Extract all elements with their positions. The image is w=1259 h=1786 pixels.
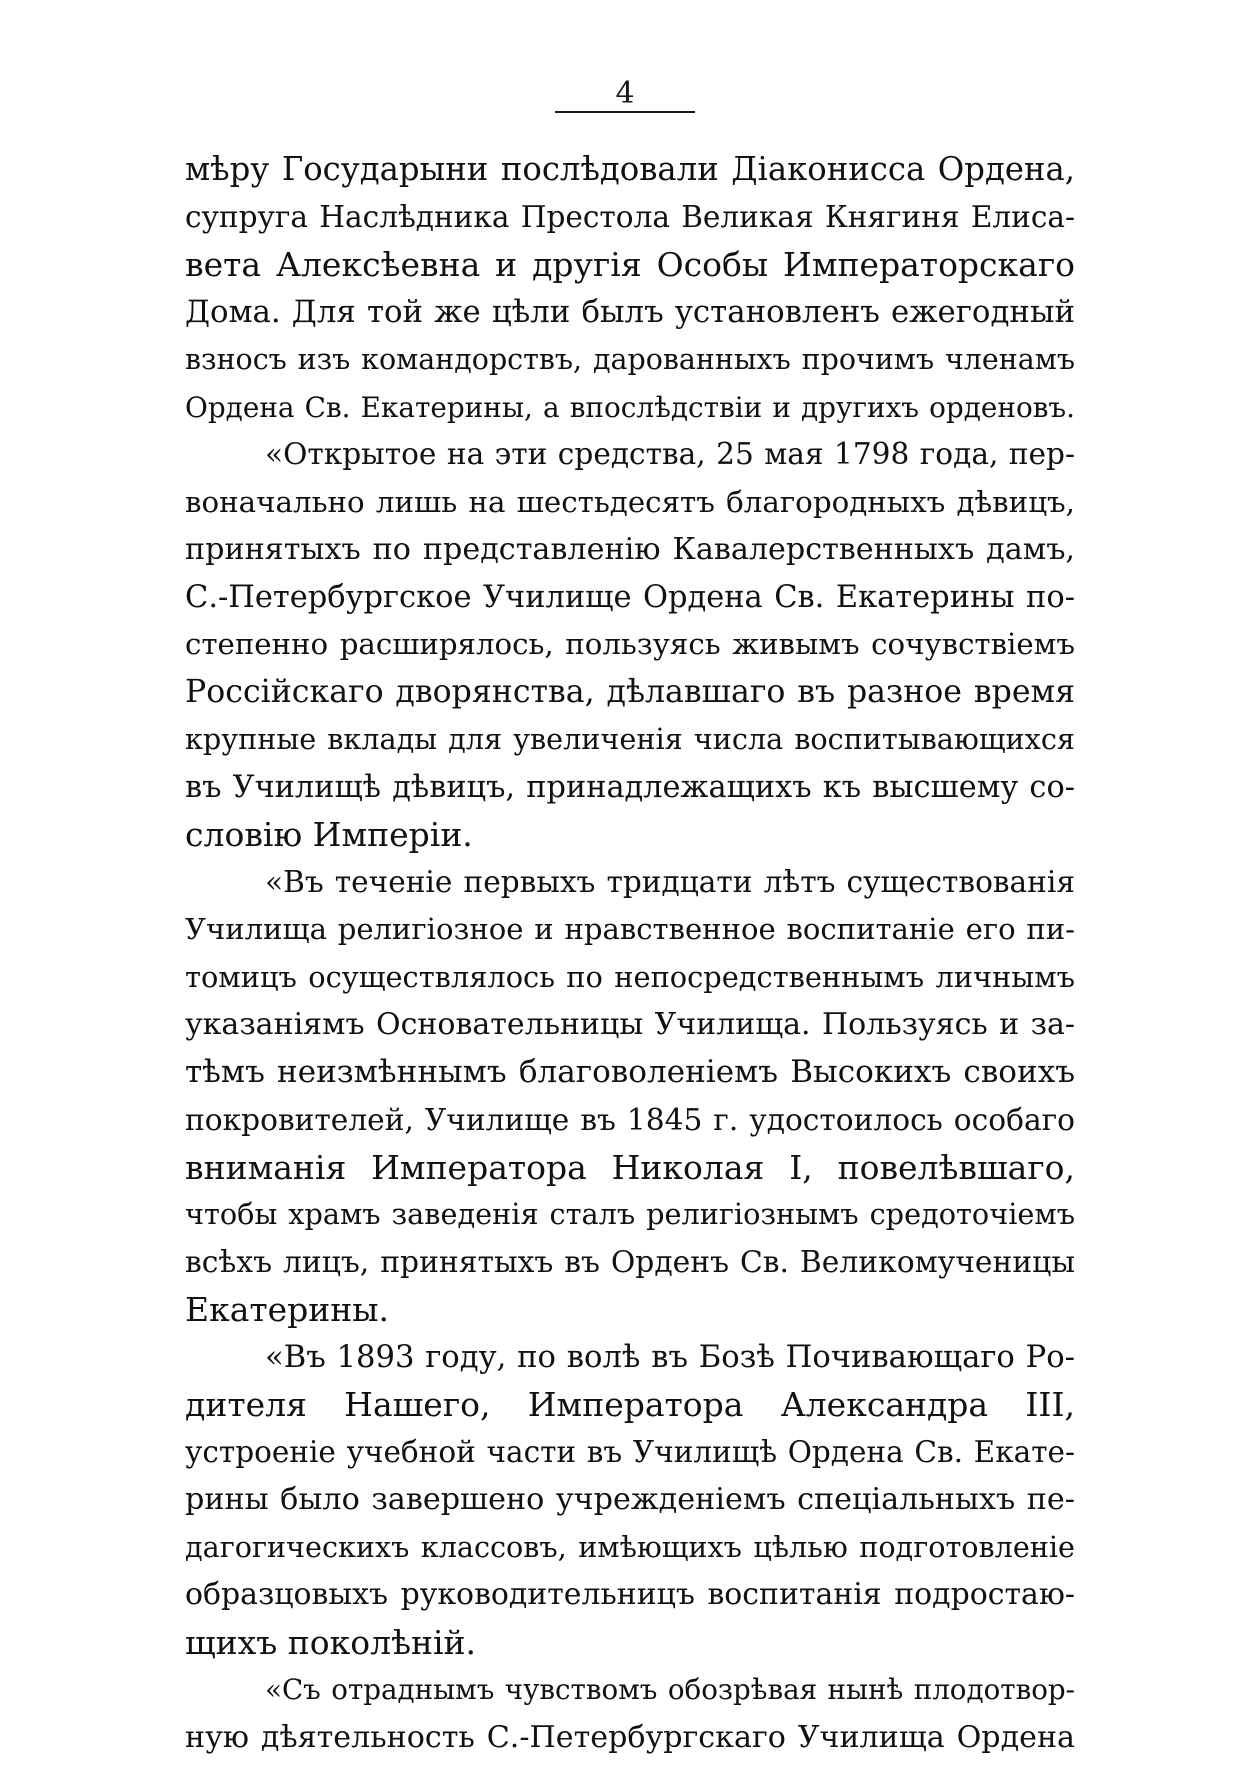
text-line: образцовыхъ руководительницъ воспитанія подростаю- bbox=[185, 1577, 1075, 1612]
page-number: 4 bbox=[615, 76, 635, 111]
text-line: дагогическихъ классовъ, имѣющихъ цѣлью подготовленіе bbox=[185, 1529, 1075, 1564]
paragraph bbox=[185, 146, 1075, 431]
text-line: «Открытое на эти средства, 25 мая 1798 года, пер- bbox=[265, 437, 1075, 471]
text-line: Екатерины. bbox=[185, 1290, 390, 1329]
text-line: покровителей, Училище въ 1845 г. удостоилось особаго bbox=[185, 1102, 1075, 1137]
text-line: чтобы храмъ заведенія сталъ религіознымъ средоточіемъ bbox=[185, 1197, 1075, 1231]
page-number-rule bbox=[555, 111, 695, 113]
text-line: всѣхъ лицъ, принятыхъ въ Орденъ Св. Великомученицы bbox=[185, 1244, 1075, 1280]
text-body bbox=[185, 146, 1075, 1761]
text-line: томицъ осуществлялось по непосредственнымъ личнымъ bbox=[185, 959, 1075, 994]
text-line: «Съ отраднымъ чувствомъ обозрѣвая нынѣ плодотвор- bbox=[265, 1673, 1075, 1706]
text-line: рины было завершено учрежденіемъ спеціальныхъ пе- bbox=[185, 1482, 1075, 1517]
text-line: мѣру Государыни послѣдовали Діакониссa Ордена, bbox=[185, 150, 1075, 188]
text-line: вета Алексѣевна и другія Особы Императорскаго bbox=[185, 245, 1075, 284]
paragraph bbox=[185, 431, 1075, 859]
text-line: дителя Нашего, Императора Александра III, bbox=[185, 1385, 1075, 1424]
paragraph bbox=[185, 859, 1075, 1334]
text-line: взносъ изъ командорствъ, дарованныхъ прочимъ членамъ bbox=[185, 343, 1075, 376]
text-line: вниманія Императора Николая I, повелѣвшаго, bbox=[185, 1147, 1075, 1187]
text-line: щихъ поколѣній. bbox=[185, 1622, 477, 1662]
text-line: Дома. Для той же цѣли былъ установленъ ежегодный bbox=[185, 293, 1075, 330]
text-line: степенно расширялось, пользуясь живымъ сочувствіемъ bbox=[185, 627, 1075, 661]
text-line: ную дѣятельность С.-Петербургскаго Училища Ордена bbox=[185, 1719, 1075, 1755]
text-line: принятыхъ по представленію Кавалерственныхъ дамъ, bbox=[185, 532, 1075, 567]
text-line: Россійскаго дворянства, дѣлавшаго въ разное время bbox=[185, 673, 1075, 710]
text-line: крупные вклады для увеличенія числа воспитывающихся bbox=[185, 722, 1075, 756]
text-line: указаніямъ Основательницы Училища. Пользуясь и за- bbox=[185, 1007, 1075, 1042]
text-line: супруга Наслѣдника Престола Великая Княгиня Елиса- bbox=[185, 199, 1075, 234]
text-line: Ордена Св. Екатерины, а впослѣдствіи и другихъ орденовъ. bbox=[185, 390, 1075, 424]
paragraph bbox=[185, 1666, 1075, 1761]
text-line: въ Училищѣ дѣвицъ, принадлежащихъ къ высшему со- bbox=[185, 769, 1075, 805]
paragraph bbox=[185, 1334, 1075, 1667]
text-line: С.-Петербургское Училище Ордена Св. Екатерины по- bbox=[185, 579, 1075, 615]
text-line: словію Имперіи. bbox=[185, 815, 473, 854]
text-line: Училища религіозное и нравственное воспитаніе его пи- bbox=[185, 912, 1075, 946]
text-line: «Въ теченіе первыхъ тридцати лѣтъ существованія bbox=[265, 864, 1075, 899]
text-line: воначально лишь на шестьдесятъ благородныхъ дѣвицъ, bbox=[185, 484, 1075, 519]
text-line: устроеніе учебной части въ Училищѣ Ордена Св. Екате- bbox=[185, 1434, 1075, 1469]
text-line: тѣмъ неизмѣннымъ благоволеніемъ Высокихъ своихъ bbox=[185, 1053, 1075, 1090]
text-line: «Въ 1893 году, по волѣ въ Бозѣ Почивающаго Ро- bbox=[265, 1339, 1075, 1375]
